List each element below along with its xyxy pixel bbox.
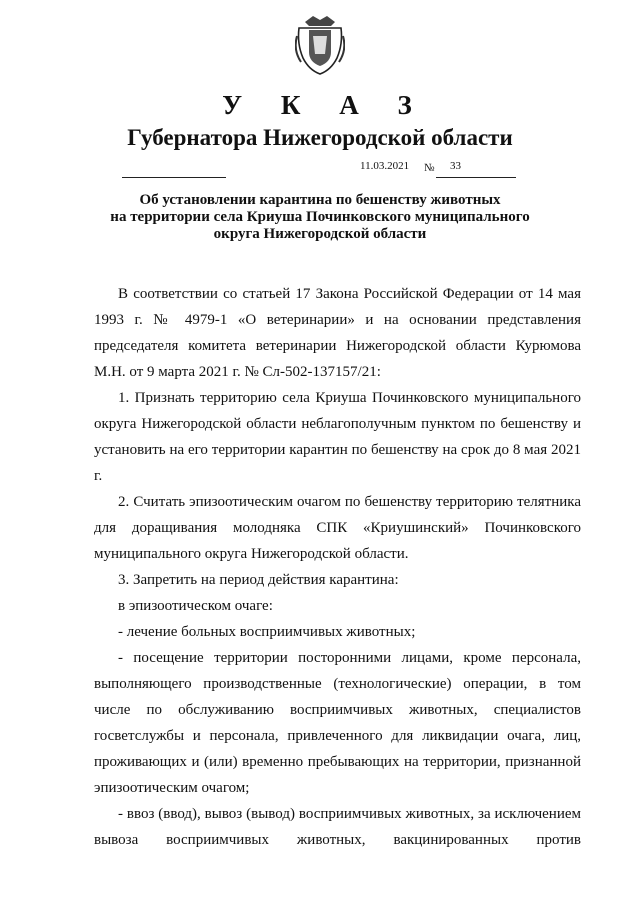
decree-heading (80, 192, 560, 243)
decree-title: У К А З (222, 90, 428, 120)
decree-subtitle: Губернатора Нижегородской области (127, 125, 513, 150)
date-left-line (122, 177, 226, 178)
heading-line: Об установлении карантина по бешенству животных (139, 192, 501, 208)
paragraph-import-export: - ввоз (ввод), вывоз (вывод) восприимчивых животных, за исключением вывоза восприимчивых животных, вакцинированных против (94, 806, 581, 848)
decree-number: 33 (450, 160, 461, 172)
paragraph-item-1: 1. Признать территорию села Криуша Починковского муниципального округа Нижегородской области неблагополучным пунктом по бешенству и установить на его территории карантин по бешенству на срок до 8 мая 2021 г. (94, 390, 581, 484)
decree-date: 11.03.2021 (360, 160, 410, 172)
heading-line: округа Нижегородской области (213, 226, 427, 242)
paragraph-item-2: 2. Считать эпизоотическим очагом по бешенству территорию телятника для доращивания молодняка СПК «Криушинский» Починковского муниципального округа Нижегородской области. (94, 494, 581, 562)
number-label: № (424, 162, 435, 174)
paragraph-focus: в эпизоотическом очаге: (118, 598, 273, 614)
number-line (436, 177, 516, 178)
paragraph-visits: - посещение территории посторонними лицами, кроме персонала, выполняющего производственные (технологические) операции, в том числе по обслуживанию восприимчивых животных, специалистов госветслужбы и персонала, привлеченного для ликвидации очага, лиц, проживающих и (или) временно пребывающих на территории, признанной эпизоотическим очагом; (94, 650, 581, 796)
heading-line: на территории села Криуша Починковского муниципального (110, 209, 530, 225)
decree-body (94, 281, 581, 853)
coat-of-arms-emblem (295, 14, 345, 76)
paragraph-treatment: - лечение больных восприимчивых животных; (118, 624, 416, 640)
paragraph-preamble: В соответствии со статьей 17 Закона Российской Федерации от 14 мая 1993 г. № 4979-1 «О ветеринарии» и на основании представления председателя комитета ветеринарии Нижегородской области Курюмова М.Н. от 9 марта 2021 г. № Сл-502-137157/21: (94, 286, 581, 380)
paragraph-item-3: 3. Запретить на период действия карантина: (118, 572, 399, 588)
